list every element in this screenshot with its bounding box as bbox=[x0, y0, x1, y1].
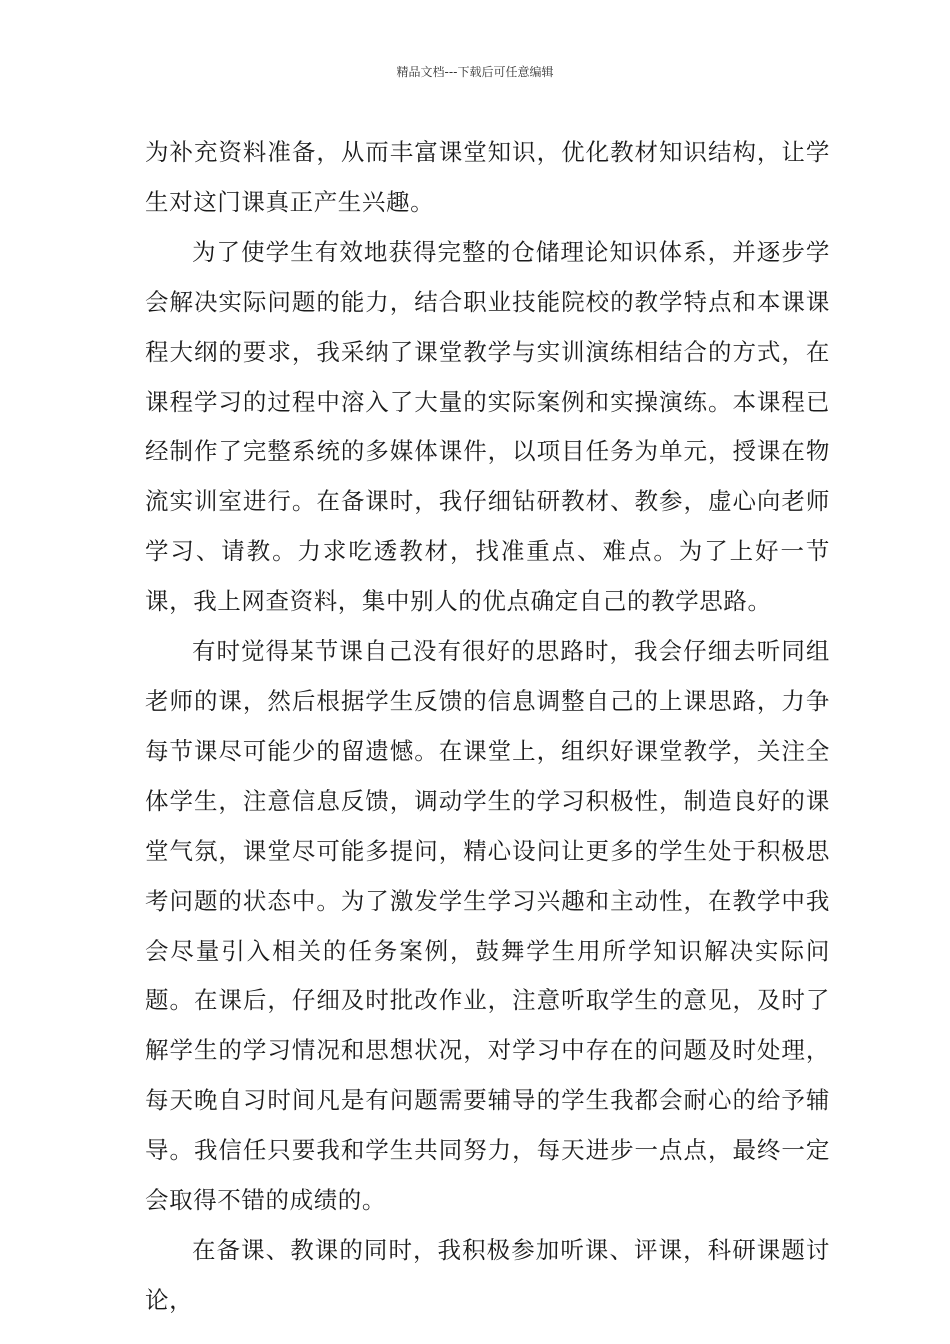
paragraph-continuation: 为补充资料准备，从而丰富课堂知识，优化教材知识结构，让学生对这门课真正产生兴趣。 bbox=[145, 138, 830, 216]
document-body bbox=[145, 128, 830, 1326]
paragraph-classroom-practice: 有时觉得某节课自己没有很好的思路时，我会仔细去听同组老师的课，然后根据学生反馈的信息调整自己的上课思路，力争每节课尽可能少的留遗憾。在课堂上，组织好课堂教学，关注全体学生，注意信息反馈，调动学生的学习积极性，制造良好的课堂气氛，课堂尽可能多提问，精心设问让更多的学生处于积极思考问题的状态中。为了激发学生学习兴趣和主动性，在教学中我会尽量引入相关的任务案例，鼓舞学生用所学知识解决实际问题。在课后，仔细及时批改作业，注意听取学生的意见，及时了解学生的学习情况和思想状况，对学习中存在的问题及时处理，每天晚自习时间凡是有问题需要辅导的学生我都会耐心的给予辅导。我信任只要我和学生共同努力，每天进步一点点，最终一定会取得不错的成绩的。 bbox=[145, 637, 830, 1215]
paragraph-teaching-method: 为了使学生有效地获得完整的仓储理论知识体系，并逐步学会解决实际问题的能力，结合职业技能院校的教学特点和本课课程大纲的要求，我采纳了课堂教学与实训演练相结合的方式，在课程学习的过程中溶入了大量的实际案例和实操演练。本课程已经制作了完整系统的多媒体课件，以项目任务为单元，授课在物流实训室进行。在备课时，我仔细钻研教材、教参，虚心向老师学习、请教。力求吃透教材，找准重点、难点。为了上好一节课，我上网查资料，集中别人的优点确定自己的教学思路。 bbox=[145, 237, 830, 616]
page-header: 精品文档---下载后可任意编辑 bbox=[396, 65, 554, 79]
paragraph-lesson-observation: 在备课、教课的同时，我积极参加听课、评课，科研课题讨论， bbox=[145, 1235, 830, 1314]
